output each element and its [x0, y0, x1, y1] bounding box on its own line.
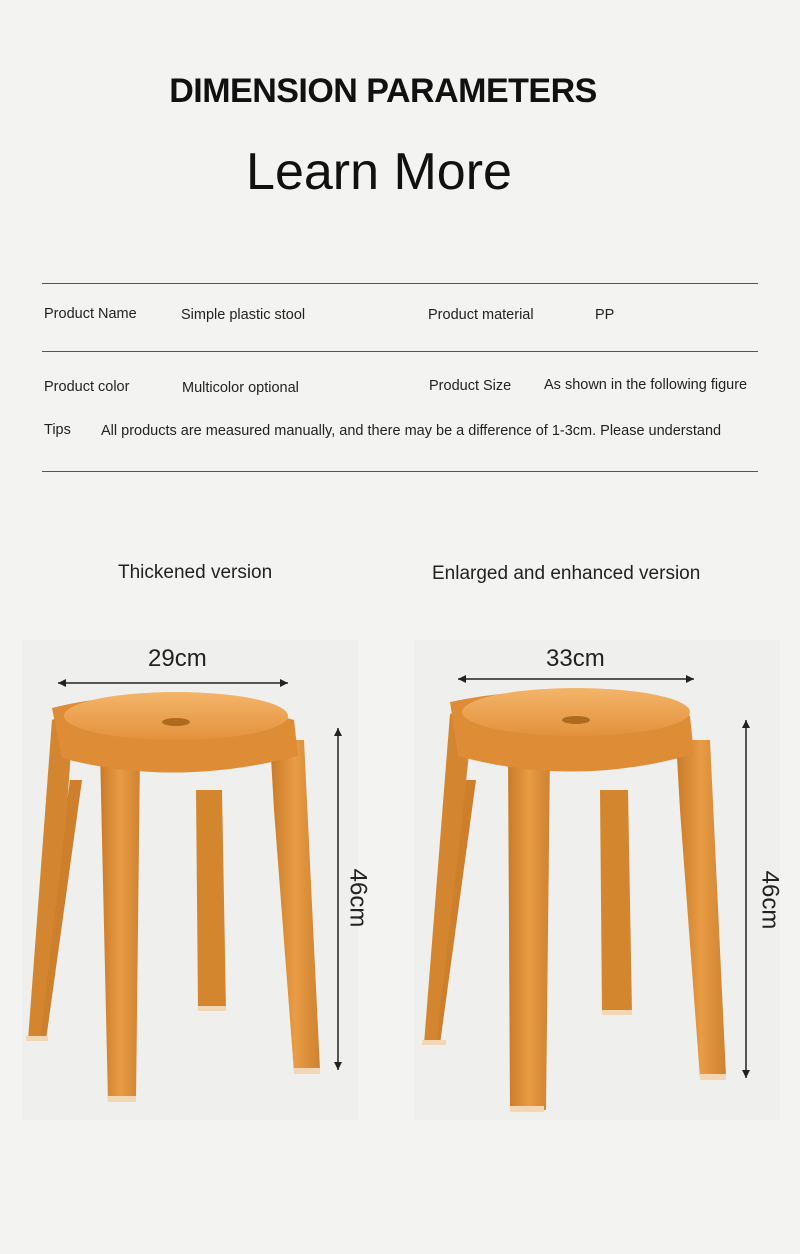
stool-illustration-thickened [22, 640, 358, 1120]
page-subtitle: Learn More [246, 143, 512, 201]
tips-label: Tips [44, 422, 71, 438]
height-dimension-enlarged: 46cm [756, 870, 784, 930]
table-rule-top [42, 283, 758, 284]
color-label: Product color [44, 379, 130, 395]
color-value: Multicolor optional [182, 380, 299, 396]
material-label: Product material [428, 307, 534, 323]
product-name-label: Product Name [44, 306, 137, 322]
table-rule-middle [42, 351, 758, 352]
size-label: Product Size [429, 378, 512, 394]
version-label-thickened: Thickened version [118, 562, 273, 583]
table-rule-bottom [42, 471, 758, 472]
height-dimension-thickened: 46cm [344, 868, 372, 928]
width-dimension-thickened: 29cm [148, 645, 207, 672]
version-label-enlarged: Enlarged and enhanced version [432, 563, 701, 584]
tips-value: All products are measured manually, and there may be a difference of 1-3cm. Please understand [101, 423, 722, 439]
width-dimension-enlarged: 33cm [546, 645, 605, 672]
stool-photo-enlarged [414, 640, 780, 1120]
material-value: PP [595, 307, 615, 323]
size-value: As shown in the following figure [544, 377, 748, 393]
stool-photo-thickened [22, 640, 358, 1120]
stool-illustration-enlarged [414, 640, 780, 1120]
page-title: DIMENSION PARAMETERS [169, 72, 597, 110]
product-name-value: Simple plastic stool [181, 307, 306, 323]
